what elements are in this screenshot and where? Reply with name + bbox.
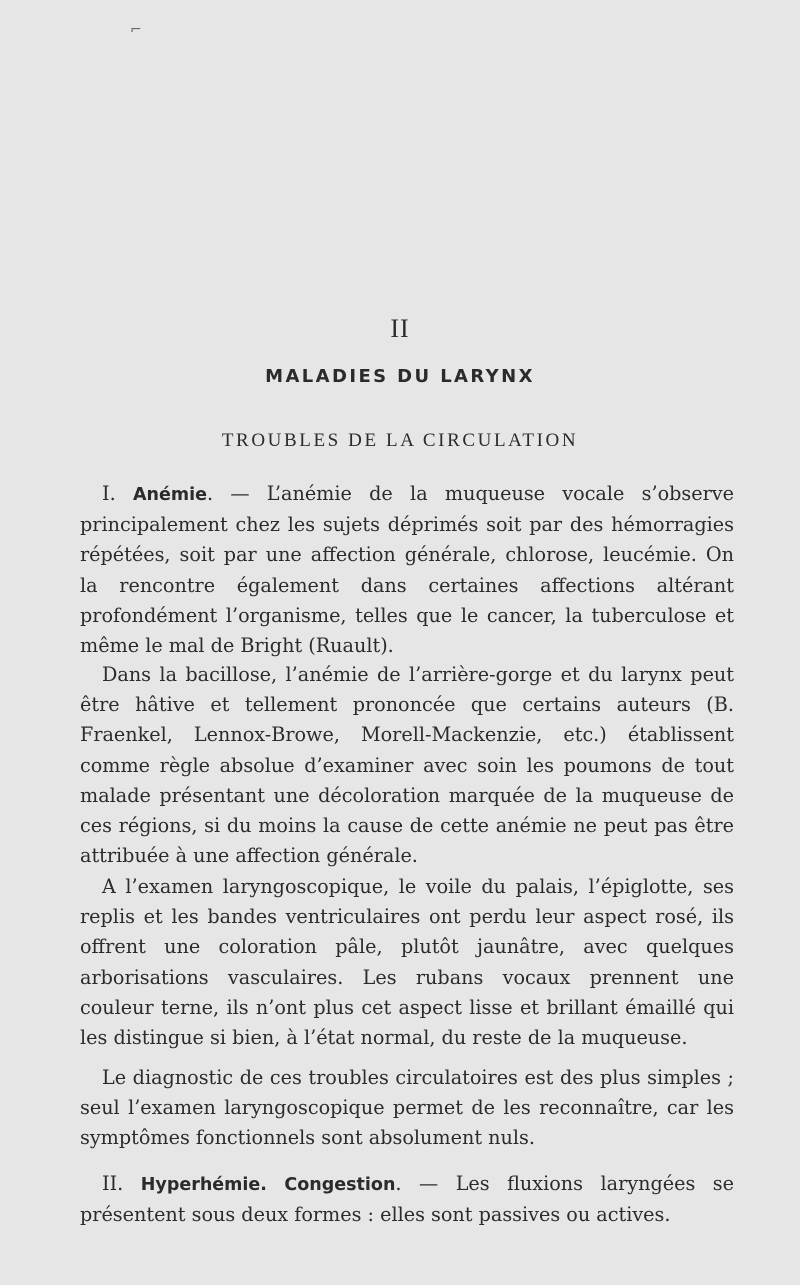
section-title: TROUBLES DE LA CIRCULATION bbox=[221, 430, 579, 451]
item-number: I. bbox=[102, 482, 116, 505]
paragraph-diagnostic: Le diagnostic de ces troubles circulatoires est des plus simples ; seul l’examen laryngoscopique permet de les reconnaître, car les symptômes fonctionnels sont absolument nuls. bbox=[80, 1066, 734, 1150]
chapter-numeral: II bbox=[390, 314, 410, 343]
ink-speck-mark: ⌐ bbox=[130, 22, 142, 38]
item-heading-hyperhemie: Hyperhémie. Congestion bbox=[140, 1175, 396, 1195]
item-number: II. bbox=[102, 1172, 124, 1195]
paragraph-text: . — Les fluxions laryngées se présentent sous deux formes : elles sont passives ou actives. bbox=[80, 1172, 734, 1227]
paragraph-anemie bbox=[80, 479, 734, 661]
paragraph-hyperhemie bbox=[80, 1169, 734, 1230]
chapter-title: MALADIES DU LARYNX bbox=[265, 366, 535, 387]
paragraph-text: . — L’anémie de la muqueuse vocale s’observe principalement chez les sujets déprimés soit par des hémorragies répétées, soit par une affection générale, chlorose, leucémie. On la rencontre également dans certaines affections altérant profondément l’organisme, telles que le cancer, la tuberculose et même le mal de Bright (Ruault). bbox=[80, 482, 734, 658]
paragraph-bacillose: Dans la bacillose, l’anémie de l’arrière-gorge et du larynx peut être hâtive et tellement prononcée que certains auteurs (B. Fraenkel, Lennox-Browe, Morell-Mackenzie, etc.) établissent comme règle absolue d’examiner avec soin les poumons de tout malade présentant une décoloration marquée de la muqueuse de ces régions, si du moins la cause de cette anémie ne peut pas être attribuée à une affection générale. bbox=[80, 663, 734, 868]
paragraph-examen: A l’examen laryngoscopique, le voile du palais, l’épiglotte, ses replis et les bandes ventriculaires ont perdu leur aspect rosé, ils offrent une coloration pâle, plutôt jaunâtre, avec quelques arborisations vasculaires. Les rubans vocaux prennent une couleur terne, ils n’ont plus cet aspect lisse et brillant émaillé qui les distingue si bien, à l’état normal, du reste de la muqueuse. bbox=[80, 875, 734, 1050]
item-heading-anemie: Anémie bbox=[132, 485, 207, 505]
